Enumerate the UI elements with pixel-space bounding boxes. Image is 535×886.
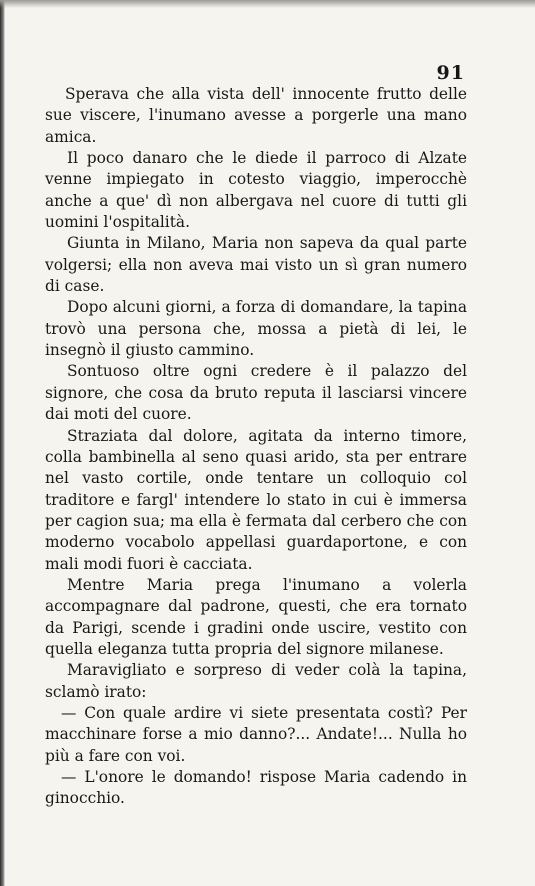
paragraph-2: Il poco danaro che le diede il parroco di Alzate venne impiegato in cotesto viaggio, imperocchè anche a que' dì non albergava nel cuore di tutti gli uomini l'ospitalità. xyxy=(45,149,467,232)
paragraph-3: Giunta in Milano, Maria non sapeva da qual parte volgersi; ella non aveva mai visto un sì gran numero di case. xyxy=(45,234,467,296)
paragraph-6: Straziata dal dolore, agitata da interno timore, colla bambinella al seno quasi arido, sta per entrare nel vasto cortile, onde tentare un colloquio col traditore e fargl' intendere lo stato in cui è immersa per cagion sua; ma ella è fermata dal cerbero che con moderno vocabolo appellasi guardaportone, e con mali modi fuori è cacciata. xyxy=(45,426,467,573)
paragraph-1: Sperava che alla vista dell' innocente frutto delle sue viscere, l'inumano avesse a porgerle una mano amica. xyxy=(45,85,467,146)
paragraph-7: Mentre Maria prega l'inumano a volerla accompagnare dal padrone, questi, che era tornato da Parigi, scende i gradini onde uscire, vestito con quella eleganza tutta propria del signore milanese. xyxy=(45,575,467,658)
paragraph-5: Sontuoso oltre ogni credere è il palazzo del signore, che cosa da bruto reputa il lasciarsi vincere dai moti del cuore. xyxy=(45,362,467,424)
paragraph-10: — L'onore le domando! rispose Maria cadendo in ginocchio. xyxy=(45,768,467,808)
paragraph-9: — Con quale ardire vi siete presentata costì? Per macchinare forse a mio danno?... Andate!... Nulla ho più a fare con voi. xyxy=(45,703,467,765)
page-body-text xyxy=(45,84,467,810)
paragraph-8: Maravigliato e sorpreso di veder colà la tapina, sclamò irato: xyxy=(45,661,467,701)
paragraph-4: Dopo alcuni giorni, a forza di domandare, la tapina trovò una persona che, mossa a pietà di lei, le insegnò il giusto cammino. xyxy=(45,298,467,360)
page-top-shadow xyxy=(0,0,535,8)
page-number: 91 xyxy=(436,62,465,84)
